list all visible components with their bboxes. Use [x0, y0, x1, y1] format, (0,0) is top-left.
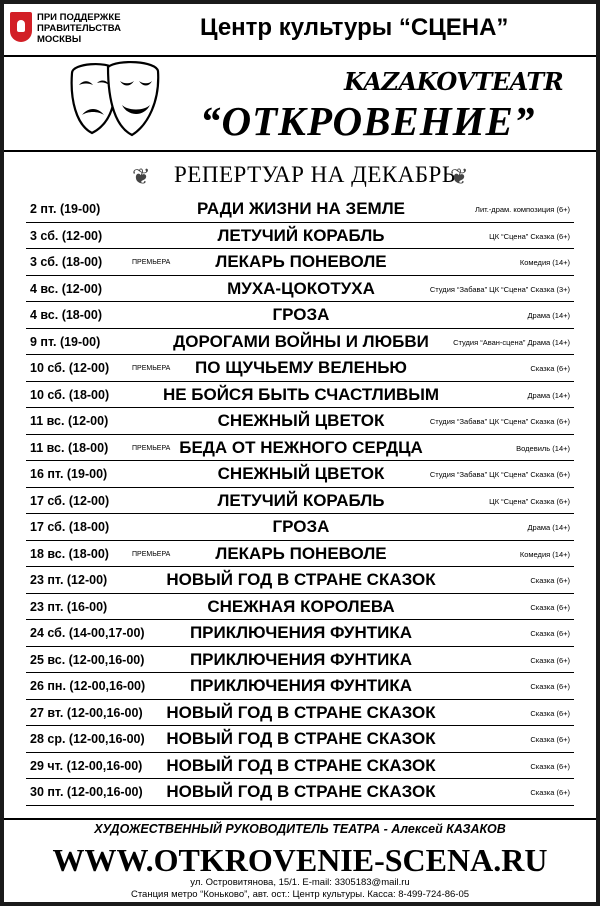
repertoire-list	[4, 196, 596, 806]
event-date: 3 сб. (12-00)	[30, 228, 103, 243]
event-date: 4 вс. (12-00)	[30, 281, 102, 296]
event-genre: Комедия (14+)	[519, 258, 570, 267]
event-title: РАДИ ЖИЗНИ НА ЗЕМЛЕ	[197, 199, 405, 218]
event-genre: Студия “Забава” ЦК “Сцена” Сказка (3+)	[429, 284, 570, 294]
event-genre: Драма (14+)	[527, 390, 570, 400]
event-genre: Сказка (6+)	[530, 788, 570, 797]
repertoire-row	[4, 567, 596, 594]
repertoire-row	[4, 355, 596, 382]
theatre-masks-icon	[64, 59, 164, 141]
event-title: ПРИКЛЮЧЕНИЯ ФУНТИКА	[189, 623, 413, 642]
event-date: 4 вс. (18-00)	[30, 308, 102, 322]
event-title: НОВЫЙ ГОД В СТРАНЕ СКАЗОК	[166, 729, 436, 748]
repertoire-title: РЕПЕРТУАР НА ДЕКАБРЬ	[174, 162, 456, 187]
repertoire-row	[4, 700, 596, 727]
repertoire-row	[4, 249, 596, 276]
event-genre: Комедия (14+)	[519, 549, 570, 559]
culture-center-title: Центр культуры “СЦЕНА”	[200, 14, 509, 41]
divider	[4, 55, 596, 57]
event-date: 29 чт. (12-00,16-00)	[30, 758, 143, 773]
repertoire-row	[4, 302, 596, 329]
event-genre: ЦК “Сцена” Сказка (6+)	[489, 496, 570, 506]
website[interactable]: WWW.OTKROVENIE-SCENA.RU	[52, 842, 548, 878]
event-title: ДОРОГАМИ ВОЙНЫ И ЛЮБВИ	[173, 331, 429, 351]
event-title: ЛЕТУЧИЙ КОРАБЛЬ	[217, 490, 385, 510]
event-genre: Сказка (6+)	[530, 735, 570, 744]
repertoire-row	[4, 541, 596, 568]
event-date: 27 вт. (12-00,16-00)	[30, 705, 143, 720]
event-genre: Сказка (6+)	[530, 682, 570, 691]
event-genre: Драма (14+)	[527, 523, 570, 532]
repertoire-row	[4, 223, 596, 250]
theatre-logo-text: KAZAKOVTEATR	[344, 67, 564, 96]
repertoire-row	[4, 514, 596, 541]
event-genre: Лит.-драм. композиция (6+)	[475, 205, 570, 214]
event-genre: Студия “Забава” ЦК “Сцена” Сказка (6+)	[429, 417, 570, 426]
event-genre: Сказка (6+)	[530, 364, 570, 373]
premiere-badge: ПРЕМЬЕРА	[132, 259, 171, 266]
event-date: 10 сб. (18-00)	[30, 387, 110, 402]
repertoire-header	[4, 154, 596, 196]
event-date: 11 вс. (12-00)	[30, 414, 109, 428]
repertoire-row	[4, 435, 596, 462]
event-genre: Сказка (6+)	[530, 655, 570, 665]
event-genre: Сказка (6+)	[530, 629, 570, 638]
repertoire-row	[4, 329, 596, 356]
event-genre: Сказка (6+)	[530, 708, 570, 718]
event-genre: Студия “Аван-сцена” Драма (14+)	[453, 337, 570, 347]
event-title: ПРИКЛЮЧЕНИЯ ФУНТИКА	[189, 676, 413, 695]
event-genre: Сказка (6+)	[530, 602, 570, 612]
repertoire-row	[4, 408, 596, 435]
poster	[4, 4, 596, 902]
event-date: 18 вс. (18-00)	[30, 546, 109, 561]
event-title: СНЕЖНЫЙ ЦВЕТОК	[217, 411, 385, 430]
premiere-badge: ПРЕМЬЕРА	[132, 550, 171, 558]
art-director: ХУДОЖЕСТВЕННЫЙ РУКОВОДИТЕЛЬ ТЕАТРА - Алексей КАЗАКОВ	[94, 822, 506, 836]
event-date: 2 пт. (19-00)	[30, 202, 101, 216]
event-date: 17 сб. (18-00)	[30, 520, 110, 534]
metro-info: Станция метро “Коньково”, авт. ост.: Центр культуры. Касса: 8-499-724-86-05	[130, 889, 470, 900]
event-title: ГРОЗА	[272, 517, 330, 536]
event-title: ЛЕКАРЬ ПОНЕВОЛЕ	[215, 543, 387, 563]
event-genre: Сказка (6+)	[530, 761, 570, 771]
divider	[4, 818, 596, 820]
event-date: 10 сб. (12-00)	[30, 361, 110, 375]
event-title: СНЕЖНЫЙ ЦВЕТОК	[217, 464, 385, 483]
event-date: 24 сб. (14-00,17-00)	[30, 626, 145, 640]
event-title: ЛЕКАРЬ ПОНЕВОЛЕ	[215, 252, 387, 271]
ornament-right-icon: ❦	[450, 165, 469, 190]
repertoire-row	[4, 726, 596, 753]
event-title: ПРИКЛЮЧЕНИЯ ФУНТИКА	[189, 649, 413, 669]
theatre-name: “ОТКРОВЕНИЕ”	[200, 98, 536, 144]
event-date: 16 пт. (19-00)	[30, 467, 108, 481]
repertoire-row	[4, 196, 596, 223]
event-genre: Водевиль (14+)	[516, 443, 570, 453]
event-title: НОВЫЙ ГОД В СТРАНЕ СКАЗОК	[166, 755, 436, 775]
event-genre: ЦК “Сцена” Сказка (6+)	[489, 231, 570, 241]
event-title: БЕДА ОТ НЕЖНОГО СЕРДЦА	[179, 437, 423, 457]
event-date: 9 пт. (19-00)	[30, 334, 101, 349]
event-date: 23 пт. (12-00)	[30, 573, 108, 587]
repertoire-row	[4, 382, 596, 409]
event-date: 11 вс. (18-00)	[30, 440, 109, 455]
event-date: 17 сб. (12-00)	[30, 493, 110, 508]
event-date: 30 пт. (12-00,16-00)	[30, 785, 143, 799]
header	[4, 4, 596, 55]
event-title: ЛЕТУЧИЙ КОРАБЛЬ	[217, 225, 385, 245]
event-date: 3 сб. (18-00)	[30, 255, 103, 269]
repertoire-row	[4, 461, 596, 488]
repertoire-row	[4, 620, 596, 647]
event-title: НОВЫЙ ГОД В СТРАНЕ СКАЗОК	[166, 570, 436, 589]
moscow-coat-of-arms-icon	[10, 12, 32, 42]
repertoire-row	[4, 779, 596, 806]
event-title: НОВЫЙ ГОД В СТРАНЕ СКАЗОК	[166, 702, 436, 722]
event-genre: Сказка (6+)	[530, 576, 570, 585]
repertoire-row	[4, 594, 596, 621]
event-title: НОВЫЙ ГОД В СТРАНЕ СКАЗОК	[166, 782, 436, 801]
event-title: ГРОЗА	[272, 305, 330, 324]
ornament-left-icon: ❦	[132, 165, 151, 190]
event-date: 25 вс. (12-00,16-00)	[30, 652, 145, 667]
repertoire-row	[4, 673, 596, 700]
premiere-badge: ПРЕМЬЕРА	[132, 444, 171, 452]
gov-line: ПРАВИТЕЛЬСТВА	[37, 23, 121, 34]
event-genre: Драма (14+)	[527, 311, 570, 320]
event-title: МУХА-ЦОКОТУХА	[227, 278, 375, 298]
gov-line: МОСКВЫ	[37, 34, 82, 45]
repertoire-row	[4, 488, 596, 515]
event-date: 26 пн. (12-00,16-00)	[30, 679, 146, 693]
gov-line: ПРИ ПОДДЕРЖКЕ	[37, 12, 121, 23]
premiere-badge: ПРЕМЬЕРА	[132, 365, 171, 372]
event-genre: Студия “Забава” ЦК “Сцена” Сказка (6+)	[429, 470, 570, 479]
repertoire-row	[4, 647, 596, 674]
divider	[4, 150, 596, 152]
government-support-text	[37, 12, 121, 45]
event-title: СНЕЖНАЯ КОРОЛЕВА	[207, 596, 395, 616]
address: ул. Островитянова, 15/1. E-mail: 3305183@mail.ru	[190, 877, 410, 888]
event-title: НЕ БОЙСЯ БЫТЬ СЧАСТЛИВЫМ	[162, 384, 440, 404]
repertoire-row	[4, 276, 596, 303]
event-date: 28 ср. (12-00,16-00)	[30, 732, 145, 746]
repertoire-row	[4, 753, 596, 780]
event-title: ПО ЩУЧЬЕМУ ВЕЛЕНЬЮ	[195, 358, 407, 377]
event-date: 23 пт. (16-00)	[30, 599, 108, 614]
